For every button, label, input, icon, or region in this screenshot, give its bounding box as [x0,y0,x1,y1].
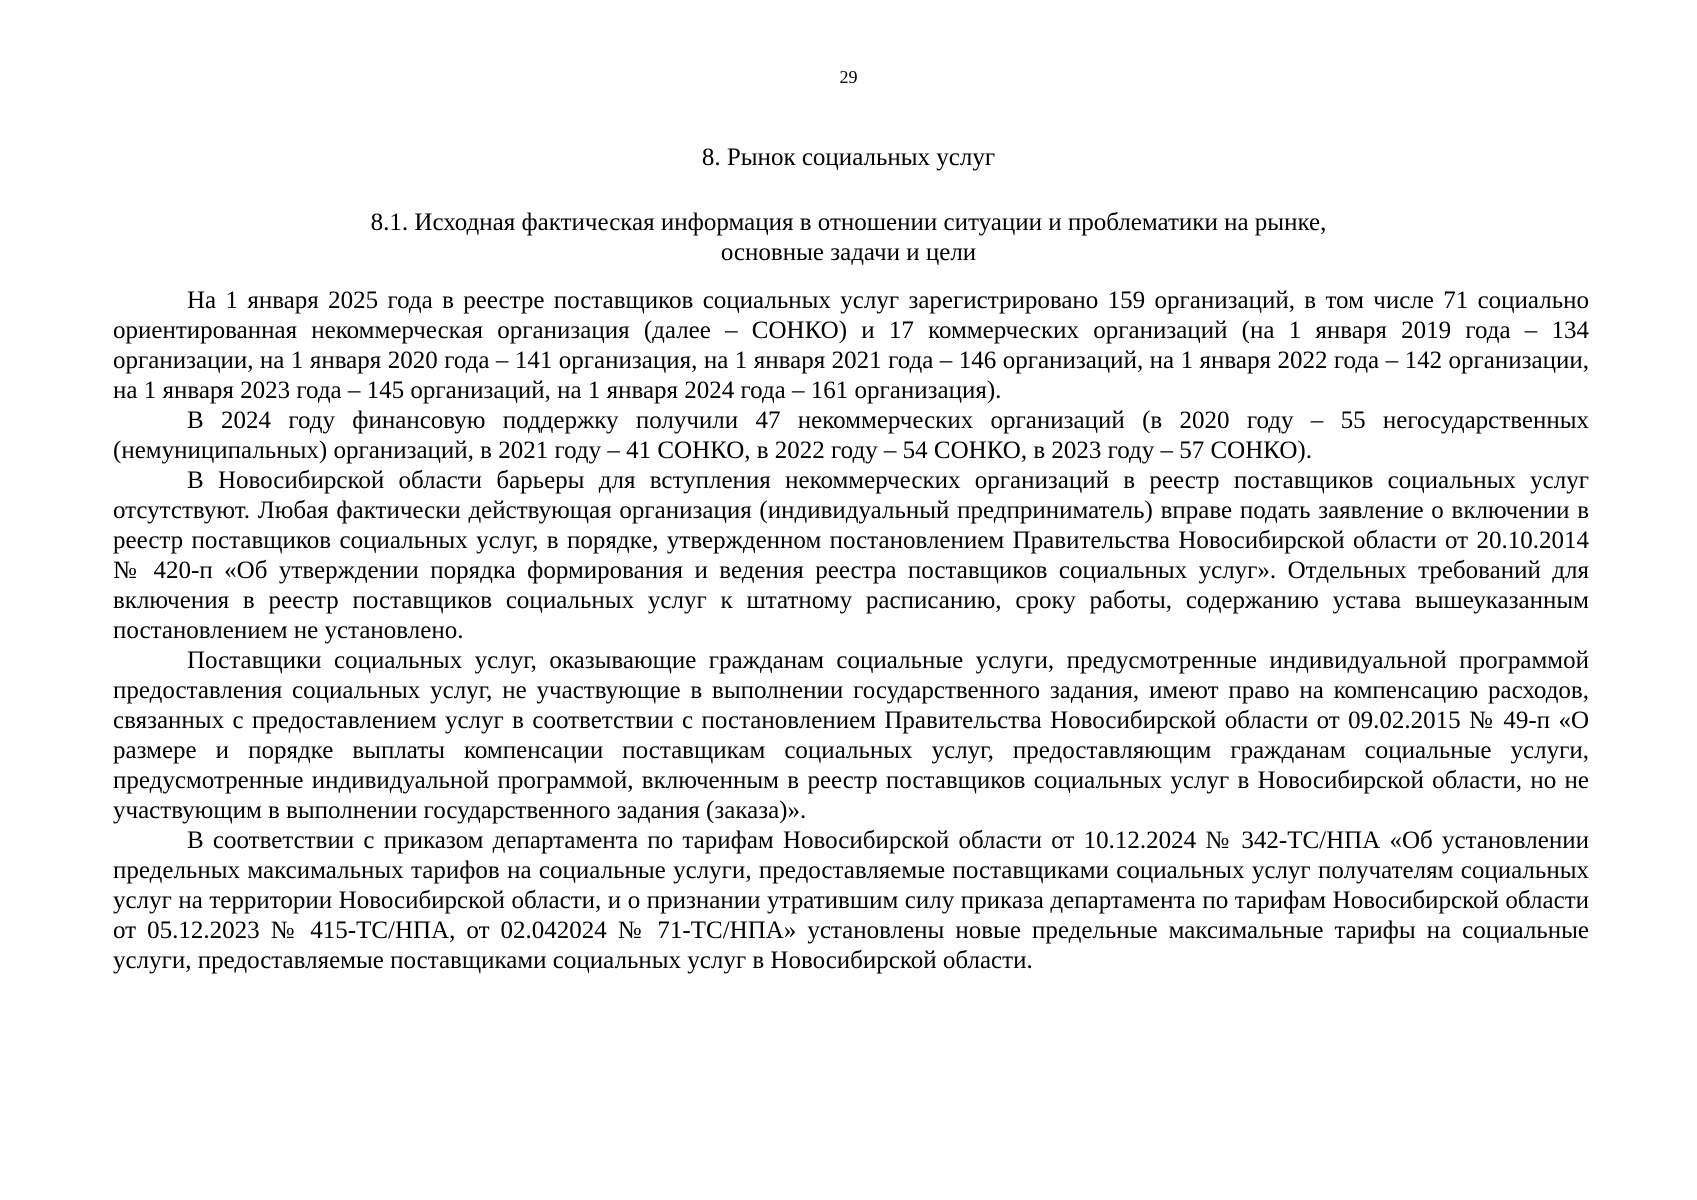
subsection-title [240,208,1457,268]
paragraph-registry-barriers: В Новосибирской области барьеры для вступления некоммерческих организаций в реестр поставщиков социальных услуг отсутствуют. Любая фактически действующая организация (индивидуальный предприниматель) вправе подать заявление о включении в реестр поставщиков социальных услуг, в порядке, утвержденном постановлением Правительства Новосибирской области от 20.10.2014 № 420-п «Об утверждении порядка формирования и ведения реестра поставщиков социальных услуг». Отдельных требований для включения в реестр поставщиков социальных услуг к штатному расписанию, сроку работы, содержанию устава вышеуказанным постановлением не установлено. [113,467,1589,644]
paragraph-tariffs: В соответствии с приказом департамента по тарифам Новосибирской области от 10.12.2024 № 342-ТС/НПА «Об установлении предельных максимальных тарифов на социальные услуги, предоставляемые поставщиками социальных услуг получателям социальных услуг на территории Новосибирской области, и о признании утратившим силу приказа департамента по тарифам Новосибирской области от 05.12.2023 № 415-ТС/НПА, от 02.042024 № 71-ТС/НПА» установлены новые предельные максимальные тарифы на социальные услуги, предоставляемые поставщиками социальных услуг в Новосибирской области. [113,827,1589,974]
subsection-title-line-1: 8.1. Исходная фактическая информация в отношении ситуации и проблематики на рынке, [370,209,1327,236]
page-number: 29 [839,67,858,87]
paragraph-registry-count: На 1 января 2025 года в реестре поставщиков социальных услуг зарегистрировано 159 организаций, в том числе 71 социально ориентированная некоммерческая организация (далее – СОНКО) и 17 коммерческих организаций (на 1 января 2019 года – 134 организации, на 1 января 2020 года – 141 организация, на 1 января 2021 года – 146 организаций, на 1 января 2022 года – 142 организации, на 1 января 2023 года – 145 организаций, на 1 января 2024 года – 161 организация). [113,287,1589,404]
subsection-title-line-2: основные задачи и цели [720,239,977,266]
body-text [113,286,1589,976]
paragraph-financial-support: В 2024 году финансовую поддержку получили 47 некоммерческих организаций (в 2020 году – 55 негосударственных (немуниципальных) организаций, в 2021 году – 41 СОНКО, в 2022 году – 54 СОНКО, в 2023 году – 57 СОНКО). [113,407,1589,464]
section-title: 8. Рынок социальных услуг [701,144,996,171]
paragraph-compensation: Поставщики социальных услуг, оказывающие гражданам социальные услуги, предусмотренные индивидуальной программой предоставления социальных услуг, не участвующие в выполнении государственного задания, имеют право на компенсацию расходов, связанных с предоставлением услуг в соответствии с постановлением Правительства Новосибирской области от 09.02.2015 № 49-п «О размере и порядке выплаты компенсации поставщикам социальных услуг, предоставляющим гражданам социальные услуги, предусмотренные индивидуальной программой, включенным в реестр поставщиков социальных услуг в Новосибирской области, но не участвующим в выполнении государственного задания (заказа)». [113,647,1589,824]
